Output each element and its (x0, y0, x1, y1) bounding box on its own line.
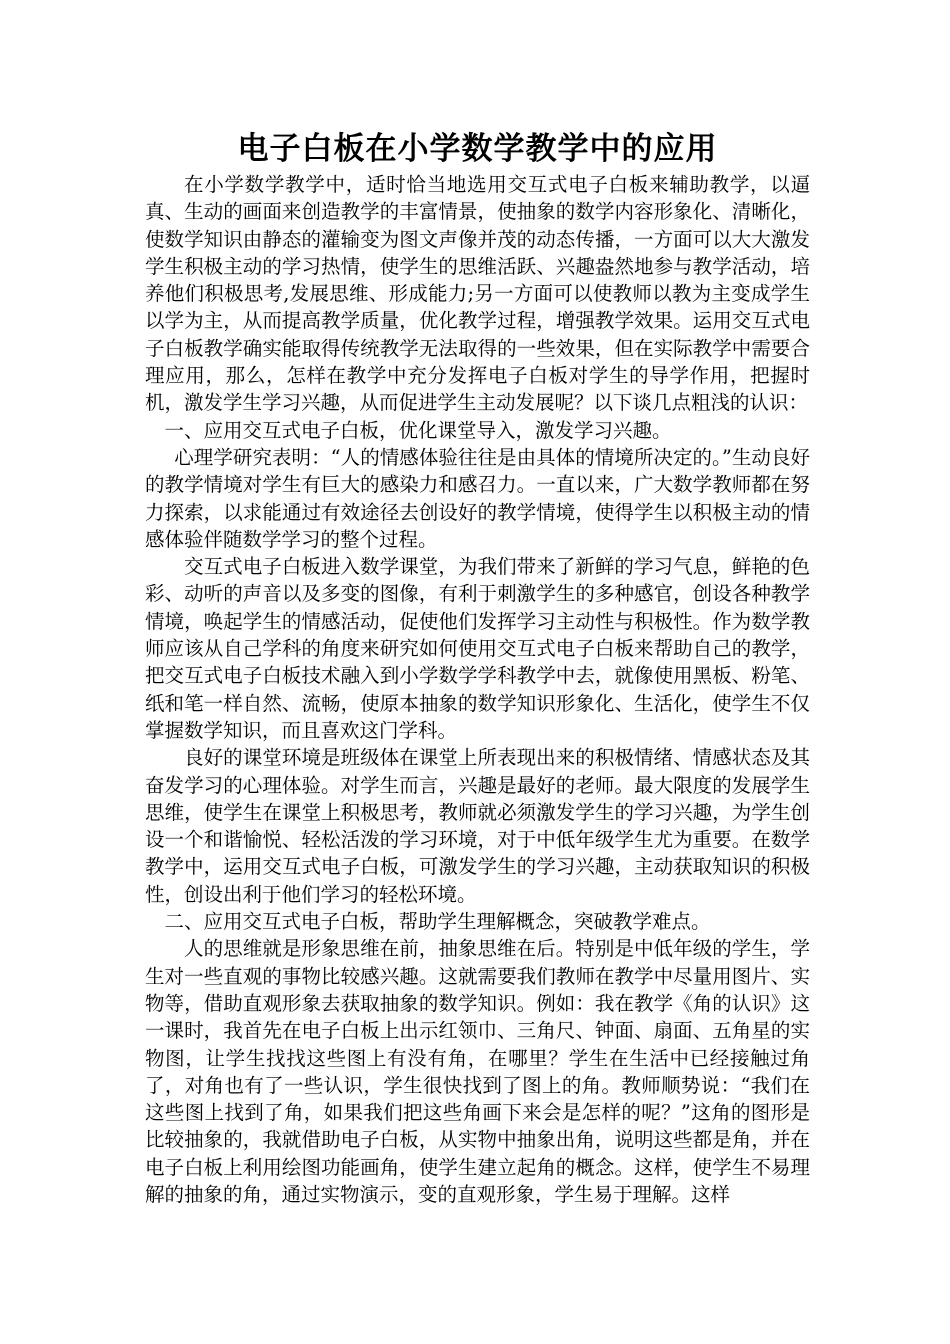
section-heading-1: 一、应用交互式电子白板，优化课堂导入，激发学习兴趣。 (164, 418, 672, 442)
body-paragraph-psychology: 心理学研究表明：“人的情感体验往往是由具体的情境所决定的。”生动良好的教学情境对学生有巨大的感染力和感召力。一直以来，广大数学教师都在努力探索，以求能通过有效途径去创设好的教学情境，使得学生以积极主动的情感体验伴随数学学习的整个过程。 (145, 445, 810, 551)
body-paragraph-environment: 良好的课堂环境是班级体在课堂上所表现出来的积极情绪、情感状态及其奋发学习的心理体验。对学生而言，兴趣是最好的老师。最大限度的发展学生思维，使学生在课堂上积极思考，教师就必须激发学生的学习兴趣，为学生创设一个和谐愉悦、轻松活泼的学习环境，对于中低年级学生尤为重要。在数学教学中，运用交互式电子白板，可激发学生的学习兴趣，主动获取知识的积极性，创设出利于他们学习的轻松环境。 (145, 746, 810, 906)
body-paragraph-thinking: 人的思维就是形象思维在前，抽象思维在后。特别是中低年级的学生，学生对一些直观的事物比较感兴趣。这就需要我们教师在教学中尽量用图片、实物等，借助直观形象去获取抽象的数学知识。例如：我在教学《角的认识》这一课时，我首先在电子白板上出示红领巾、三角尺、钟面、扇面、五角星的实物图，让学生找找这些图上有没有角，在哪里？学生在生活中已经接触过角了，对角也有了一些认识，学生很快找到了图上的角。教师顺势说：“我们在这些图上找到了角，如果我们把这些角画下来会是怎样的呢？”这角的图形是比较抽象的，我就借助电子白板，从实物中抽象出角，说明这些都是角，并在电子白板上利用绘图功能画角，使学生建立起角的概念。这样，使学生不易理解的抽象的角，通过实物演示，变的直观形象，学生易于理解。这样 (145, 937, 810, 1206)
document-title: 电子白板在小学数学教学中的应用 (237, 131, 718, 167)
body-paragraph-whiteboard: 交互式电子白板进入数学课堂，为我们带来了新鲜的学习气息，鲜艳的色彩、动听的声音以及多变的图像，有利于刺激学生的多种感官，创设各种教学情境，唤起学生的情感活动，促使他们发挥学习主动性与积极性。作为数学教师应该从自己学科的角度来研究如何使用交互式电子白板来帮助自己的教学，把交互式电子白板技术融入到小学数学学科教学中去，就像使用黑板、粉笔、纸和笔一样自然、流畅，使原本抽象的数学知识形象化、生活化，使学生不仅掌握数学知识，而且喜欢这门学科。 (145, 555, 810, 742)
intro-paragraph: 在小学数学教学中，适时恰当地选用交互式电子白板来辅助教学，以逼真、生动的画面来创造教学的丰富情景，使抽象的数学内容形象化、清晰化，使数学知识由静态的灌输变为图文声像并茂的动态传播，一方面可以大大激发学生积极主动的学习热情，使学生的思维活跃、兴趣盎然地参与教学活动，培养他们积极思考,发展思维、形成能力;另一方面可以使教师以教为主变成学生以学为主，从而提高教学质量，优化教学过程，增强教学效果。运用交互式电子白板教学确实能取得传统教学无法取得的一些效果，但在实际教学中需要合理应用，那么，怎样在教学中充分发挥电子白板对学生的导学作用，把握时机，激发学生学习兴趣，从而促进学生主动发展呢？以下谈几点粗浅的认识： (145, 173, 810, 415)
document-page (145, 124, 810, 1208)
section-heading-2: 二、应用交互式电子白板，帮助学生理解概念，突破教学难点。 (164, 910, 711, 934)
